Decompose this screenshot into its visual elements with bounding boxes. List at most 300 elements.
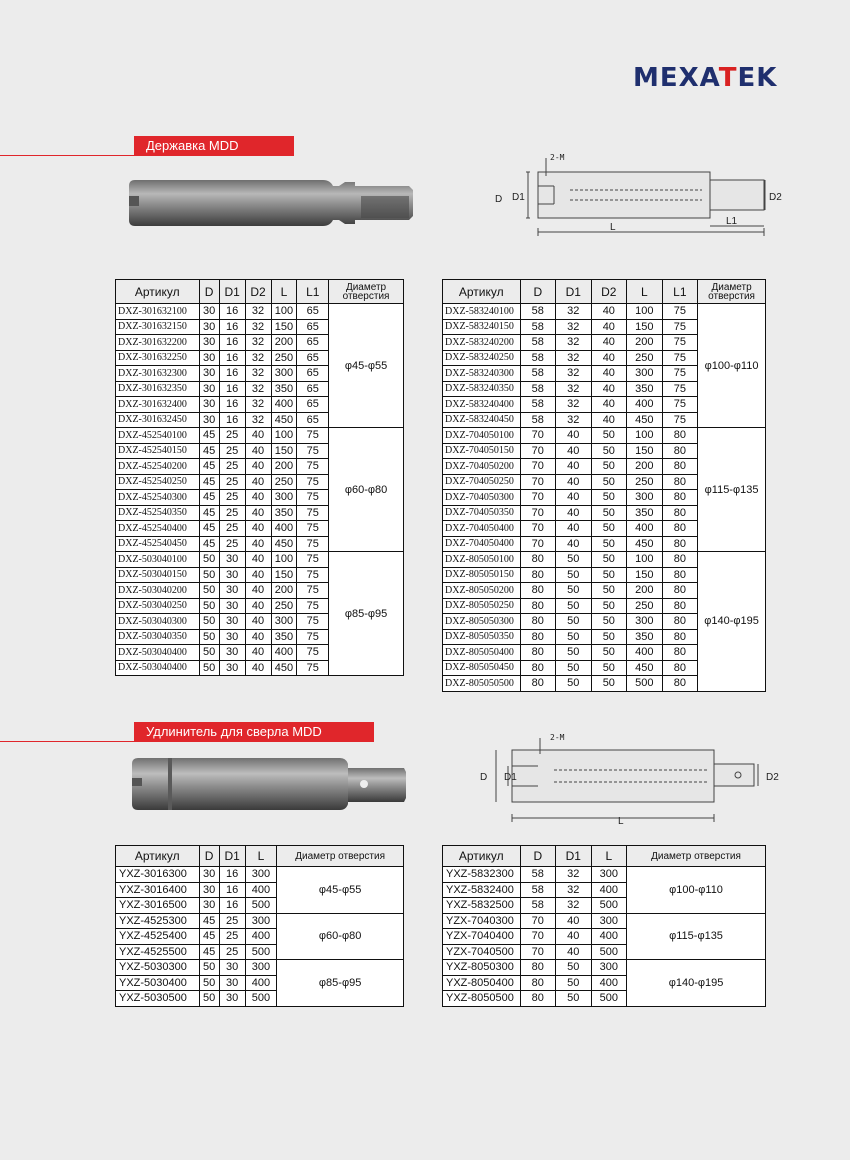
column-header: Диаметр отверстия — [698, 280, 766, 304]
extension-drawing — [478, 728, 788, 828]
value-cell: 40 — [245, 521, 271, 537]
article-cell: DXZ-583240100 — [443, 304, 521, 320]
table-row — [116, 960, 404, 976]
table-header-row — [443, 846, 766, 867]
value-cell: 400 — [271, 645, 297, 661]
value-cell: 75 — [662, 412, 698, 428]
article-cell: DXZ-503040400 — [116, 645, 200, 661]
value-cell: 300 — [627, 366, 663, 382]
value-cell: 350 — [271, 505, 297, 521]
article-cell: DXZ-805050100 — [443, 552, 521, 568]
column-header: L — [591, 846, 627, 867]
article-cell: DXZ-583240250 — [443, 350, 521, 366]
column-header: Артикул — [116, 280, 200, 304]
value-cell: 75 — [297, 645, 329, 661]
value-cell: 70 — [520, 443, 556, 459]
value-cell: 80 — [520, 960, 556, 976]
value-cell: 40 — [245, 490, 271, 506]
value-cell: 25 — [219, 521, 245, 537]
value-cell: 45 — [199, 521, 219, 537]
value-cell: 40 — [556, 944, 592, 960]
label-l1: L1 — [726, 216, 738, 227]
value-cell: 40 — [245, 614, 271, 630]
column-header: L1 — [662, 280, 698, 304]
value-cell: 50 — [199, 645, 219, 661]
value-cell: 40 — [245, 629, 271, 645]
value-cell: 30 — [219, 660, 245, 676]
value-cell: 80 — [662, 521, 698, 537]
value-cell: 500 — [591, 898, 627, 914]
article-cell: DXZ-583240350 — [443, 381, 521, 397]
value-cell: 50 — [591, 660, 627, 676]
extension-table-left — [115, 845, 404, 1007]
value-cell: 80 — [662, 428, 698, 444]
value-cell: 16 — [219, 366, 245, 382]
table-row — [116, 552, 404, 568]
value-cell: 300 — [591, 867, 627, 883]
table-header-row — [443, 280, 766, 304]
value-cell: 40 — [245, 459, 271, 475]
table-row — [443, 867, 766, 883]
article-cell: DXZ-452540400 — [116, 521, 200, 537]
value-cell: 80 — [662, 645, 698, 661]
article-cell: YXZ-5832500 — [443, 898, 521, 914]
label-d2: D2 — [769, 192, 782, 203]
value-cell: 40 — [556, 521, 592, 537]
article-cell: DXZ-704050350 — [443, 505, 521, 521]
column-header: Артикул — [443, 280, 521, 304]
column-header: D1 — [556, 846, 592, 867]
value-cell: 300 — [627, 490, 663, 506]
column-header: D1 — [556, 280, 592, 304]
value-cell: 50 — [591, 428, 627, 444]
article-cell: YZX-7040500 — [443, 944, 521, 960]
table-header-row — [116, 280, 404, 304]
value-cell: 30 — [199, 882, 219, 898]
value-cell: 32 — [245, 381, 271, 397]
value-cell: 16 — [219, 335, 245, 351]
article-cell: DXZ-704050100 — [443, 428, 521, 444]
article-cell: DXZ-583240150 — [443, 319, 521, 335]
value-cell: 50 — [199, 583, 219, 599]
article-cell: DXZ-805050500 — [443, 676, 521, 692]
article-cell: DXZ-704050400 — [443, 521, 521, 537]
article-cell: DXZ-583240400 — [443, 397, 521, 413]
value-cell: 70 — [520, 490, 556, 506]
label-l: L — [618, 816, 624, 827]
value-cell: 40 — [245, 598, 271, 614]
value-cell: 65 — [297, 335, 329, 351]
hole-diameter-cell: φ100-φ110 — [698, 304, 766, 428]
value-cell: 300 — [245, 960, 277, 976]
value-cell: 32 — [245, 366, 271, 382]
value-cell: 30 — [199, 412, 219, 428]
article-cell: DXZ-805050350 — [443, 629, 521, 645]
value-cell: 400 — [245, 882, 277, 898]
article-cell: YZX-7040400 — [443, 929, 521, 945]
value-cell: 70 — [520, 929, 556, 945]
value-cell: 400 — [627, 521, 663, 537]
value-cell: 32 — [556, 898, 592, 914]
value-cell: 30 — [199, 350, 219, 366]
column-header: Диаметр отверстия — [627, 846, 766, 867]
article-cell: YXZ-4525400 — [116, 929, 200, 945]
value-cell: 450 — [627, 536, 663, 552]
article-cell: DXZ-452540150 — [116, 443, 200, 459]
value-cell: 50 — [591, 490, 627, 506]
article-cell: YZX-7040300 — [443, 913, 521, 929]
value-cell: 50 — [199, 991, 219, 1007]
value-cell: 25 — [219, 459, 245, 475]
article-cell: DXZ-704050300 — [443, 490, 521, 506]
value-cell: 50 — [199, 975, 219, 991]
value-cell: 100 — [627, 428, 663, 444]
value-cell: 80 — [520, 567, 556, 583]
value-cell: 50 — [591, 552, 627, 568]
value-cell: 50 — [591, 583, 627, 599]
value-cell: 350 — [271, 381, 297, 397]
value-cell: 30 — [199, 319, 219, 335]
value-cell: 75 — [297, 521, 329, 537]
article-cell: DXZ-704050150 — [443, 443, 521, 459]
value-cell: 80 — [662, 505, 698, 521]
value-cell: 450 — [271, 536, 297, 552]
article-cell: YXZ-8050400 — [443, 975, 521, 991]
value-cell: 75 — [297, 567, 329, 583]
table-row — [116, 867, 404, 883]
value-cell: 500 — [245, 898, 277, 914]
article-cell: DXZ-583240200 — [443, 335, 521, 351]
article-cell: DXZ-452540250 — [116, 474, 200, 490]
value-cell: 25 — [219, 944, 245, 960]
value-cell: 40 — [245, 583, 271, 599]
article-cell: DXZ-301632400 — [116, 397, 200, 413]
article-cell: DXZ-452540200 — [116, 459, 200, 475]
value-cell: 80 — [662, 490, 698, 506]
value-cell: 80 — [662, 583, 698, 599]
article-cell: YXZ-4525500 — [116, 944, 200, 960]
value-cell: 58 — [520, 304, 556, 320]
value-cell: 75 — [662, 397, 698, 413]
column-header: D — [199, 280, 219, 304]
value-cell: 58 — [520, 350, 556, 366]
value-cell: 32 — [556, 304, 592, 320]
value-cell: 450 — [271, 412, 297, 428]
value-cell: 80 — [520, 676, 556, 692]
value-cell: 70 — [520, 428, 556, 444]
value-cell: 80 — [520, 629, 556, 645]
value-cell: 45 — [199, 913, 219, 929]
value-cell: 58 — [520, 319, 556, 335]
value-cell: 300 — [271, 614, 297, 630]
article-cell: DXZ-301632150 — [116, 319, 200, 335]
value-cell: 16 — [219, 319, 245, 335]
value-cell: 40 — [556, 459, 592, 475]
logo-text-a: MEXA — [633, 63, 719, 93]
value-cell: 50 — [556, 567, 592, 583]
value-cell: 16 — [219, 397, 245, 413]
value-cell: 400 — [591, 975, 627, 991]
value-cell: 50 — [591, 645, 627, 661]
value-cell: 500 — [627, 676, 663, 692]
article-cell: DXZ-583240450 — [443, 412, 521, 428]
value-cell: 40 — [245, 536, 271, 552]
value-cell: 30 — [219, 991, 245, 1007]
value-cell: 80 — [662, 598, 698, 614]
column-header: D1 — [219, 280, 245, 304]
value-cell: 40 — [591, 350, 627, 366]
value-cell: 75 — [297, 428, 329, 444]
value-cell: 300 — [627, 614, 663, 630]
article-cell: DXZ-503040150 — [116, 567, 200, 583]
value-cell: 150 — [271, 443, 297, 459]
value-cell: 58 — [520, 867, 556, 883]
value-cell: 75 — [297, 552, 329, 568]
value-cell: 80 — [662, 474, 698, 490]
value-cell: 50 — [591, 459, 627, 475]
value-cell: 50 — [199, 598, 219, 614]
holder-table-right — [442, 279, 766, 692]
value-cell: 30 — [219, 645, 245, 661]
value-cell: 100 — [627, 552, 663, 568]
value-cell: 75 — [297, 459, 329, 475]
article-cell: YXZ-8050300 — [443, 960, 521, 976]
value-cell: 350 — [627, 629, 663, 645]
value-cell: 300 — [591, 913, 627, 929]
value-cell: 40 — [591, 397, 627, 413]
value-cell: 25 — [219, 490, 245, 506]
value-cell: 70 — [520, 913, 556, 929]
value-cell: 25 — [219, 428, 245, 444]
value-cell: 50 — [556, 975, 592, 991]
value-cell: 100 — [627, 304, 663, 320]
value-cell: 40 — [245, 428, 271, 444]
value-cell: 400 — [271, 521, 297, 537]
value-cell: 200 — [627, 335, 663, 351]
hole-diameter-cell: φ140-φ195 — [627, 960, 766, 1007]
value-cell: 40 — [591, 319, 627, 335]
table-row — [443, 428, 766, 444]
value-cell: 65 — [297, 412, 329, 428]
value-cell: 50 — [556, 583, 592, 599]
value-cell: 250 — [271, 598, 297, 614]
value-cell: 45 — [199, 443, 219, 459]
value-cell: 70 — [520, 505, 556, 521]
value-cell: 32 — [556, 882, 592, 898]
value-cell: 50 — [199, 660, 219, 676]
label-2m: 2-M — [550, 153, 565, 162]
value-cell: 30 — [219, 975, 245, 991]
value-cell: 80 — [662, 676, 698, 692]
value-cell: 100 — [271, 428, 297, 444]
value-cell: 50 — [556, 629, 592, 645]
value-cell: 40 — [245, 552, 271, 568]
value-cell: 50 — [556, 660, 592, 676]
article-cell: DXZ-452540100 — [116, 428, 200, 444]
value-cell: 32 — [245, 397, 271, 413]
value-cell: 50 — [591, 474, 627, 490]
article-cell: YXZ-8050500 — [443, 991, 521, 1007]
value-cell: 50 — [556, 598, 592, 614]
value-cell: 250 — [627, 598, 663, 614]
value-cell: 32 — [245, 335, 271, 351]
article-cell: DXZ-805050300 — [443, 614, 521, 630]
value-cell: 500 — [245, 944, 277, 960]
value-cell: 350 — [627, 505, 663, 521]
article-cell: YXZ-5030300 — [116, 960, 200, 976]
article-cell: DXZ-805050200 — [443, 583, 521, 599]
value-cell: 50 — [556, 645, 592, 661]
article-cell: DXZ-583240300 — [443, 366, 521, 382]
table-row — [116, 428, 404, 444]
value-cell: 150 — [627, 443, 663, 459]
value-cell: 75 — [297, 660, 329, 676]
value-cell: 75 — [297, 536, 329, 552]
value-cell: 40 — [591, 412, 627, 428]
value-cell: 40 — [245, 567, 271, 583]
table-row — [443, 304, 766, 320]
value-cell: 40 — [591, 366, 627, 382]
value-cell: 75 — [297, 598, 329, 614]
value-cell: 70 — [520, 459, 556, 475]
value-cell: 32 — [556, 319, 592, 335]
label-d: D — [480, 772, 488, 783]
value-cell: 40 — [245, 660, 271, 676]
article-cell: DXZ-301632450 — [116, 412, 200, 428]
value-cell: 80 — [520, 614, 556, 630]
value-cell: 25 — [219, 536, 245, 552]
value-cell: 40 — [245, 443, 271, 459]
value-cell: 250 — [627, 350, 663, 366]
value-cell: 300 — [271, 366, 297, 382]
article-cell: DXZ-301632350 — [116, 381, 200, 397]
value-cell: 200 — [271, 335, 297, 351]
value-cell: 32 — [556, 350, 592, 366]
value-cell: 350 — [271, 629, 297, 645]
value-cell: 40 — [556, 443, 592, 459]
holder-photo — [125, 172, 417, 236]
value-cell: 50 — [556, 676, 592, 692]
label-d1: D1 — [512, 192, 525, 203]
value-cell: 50 — [199, 614, 219, 630]
logo-text-c: EK — [737, 63, 778, 93]
value-cell: 25 — [219, 505, 245, 521]
section-divider — [0, 741, 140, 742]
table-row — [116, 913, 404, 929]
value-cell: 100 — [271, 552, 297, 568]
label-2m: 2-M — [550, 733, 565, 742]
value-cell: 40 — [556, 474, 592, 490]
extension-photo — [128, 752, 408, 814]
value-cell: 50 — [591, 676, 627, 692]
value-cell: 75 — [662, 350, 698, 366]
value-cell: 80 — [520, 552, 556, 568]
value-cell: 450 — [627, 412, 663, 428]
value-cell: 30 — [219, 567, 245, 583]
value-cell: 30 — [219, 552, 245, 568]
holder-table-left — [115, 279, 404, 676]
column-header: Артикул — [116, 846, 200, 867]
value-cell: 30 — [219, 614, 245, 630]
value-cell: 300 — [591, 960, 627, 976]
value-cell: 16 — [219, 882, 245, 898]
value-cell: 25 — [219, 443, 245, 459]
article-cell: DXZ-452540450 — [116, 536, 200, 552]
value-cell: 40 — [556, 913, 592, 929]
value-cell: 16 — [219, 898, 245, 914]
value-cell: 30 — [199, 381, 219, 397]
value-cell: 50 — [556, 552, 592, 568]
article-cell: DXZ-805050450 — [443, 660, 521, 676]
value-cell: 75 — [297, 614, 329, 630]
value-cell: 45 — [199, 490, 219, 506]
value-cell: 75 — [297, 490, 329, 506]
hole-diameter-cell: φ60-φ80 — [329, 428, 404, 552]
value-cell: 80 — [520, 991, 556, 1007]
hole-diameter-cell: φ100-φ110 — [627, 867, 766, 914]
article-cell: DXZ-805050250 — [443, 598, 521, 614]
value-cell: 80 — [520, 598, 556, 614]
value-cell: 58 — [520, 882, 556, 898]
value-cell: 50 — [591, 443, 627, 459]
value-cell: 75 — [662, 335, 698, 351]
value-cell: 75 — [297, 583, 329, 599]
value-cell: 75 — [297, 505, 329, 521]
value-cell: 45 — [199, 536, 219, 552]
column-header: D2 — [591, 280, 627, 304]
value-cell: 40 — [245, 645, 271, 661]
value-cell: 400 — [591, 929, 627, 945]
value-cell: 65 — [297, 350, 329, 366]
value-cell: 45 — [199, 474, 219, 490]
value-cell: 45 — [199, 428, 219, 444]
table-row — [443, 552, 766, 568]
value-cell: 400 — [627, 397, 663, 413]
section-title-holder: Державка MDD — [134, 136, 294, 156]
article-cell: DXZ-503040250 — [116, 598, 200, 614]
value-cell: 30 — [219, 629, 245, 645]
value-cell: 80 — [662, 443, 698, 459]
value-cell: 58 — [520, 898, 556, 914]
value-cell: 40 — [556, 505, 592, 521]
label-d2: D2 — [766, 772, 779, 783]
value-cell: 50 — [199, 567, 219, 583]
value-cell: 450 — [271, 660, 297, 676]
article-cell: DXZ-704050200 — [443, 459, 521, 475]
value-cell: 32 — [556, 867, 592, 883]
hole-diameter-cell: φ45-φ55 — [329, 304, 404, 428]
section-title-extension: Удлинитель для сверла MDD — [134, 722, 374, 742]
value-cell: 40 — [591, 304, 627, 320]
value-cell: 75 — [662, 381, 698, 397]
column-header: L — [271, 280, 297, 304]
value-cell: 50 — [591, 629, 627, 645]
article-cell: DXZ-503040400 — [116, 660, 200, 676]
value-cell: 58 — [520, 397, 556, 413]
value-cell: 32 — [556, 366, 592, 382]
value-cell: 25 — [219, 913, 245, 929]
value-cell: 30 — [199, 397, 219, 413]
value-cell: 32 — [556, 412, 592, 428]
value-cell: 500 — [245, 991, 277, 1007]
value-cell: 40 — [556, 490, 592, 506]
value-cell: 45 — [199, 505, 219, 521]
value-cell: 150 — [271, 567, 297, 583]
value-cell: 32 — [245, 319, 271, 335]
value-cell: 40 — [245, 505, 271, 521]
article-cell: DXZ-503040300 — [116, 614, 200, 630]
article-cell: DXZ-301632300 — [116, 366, 200, 382]
